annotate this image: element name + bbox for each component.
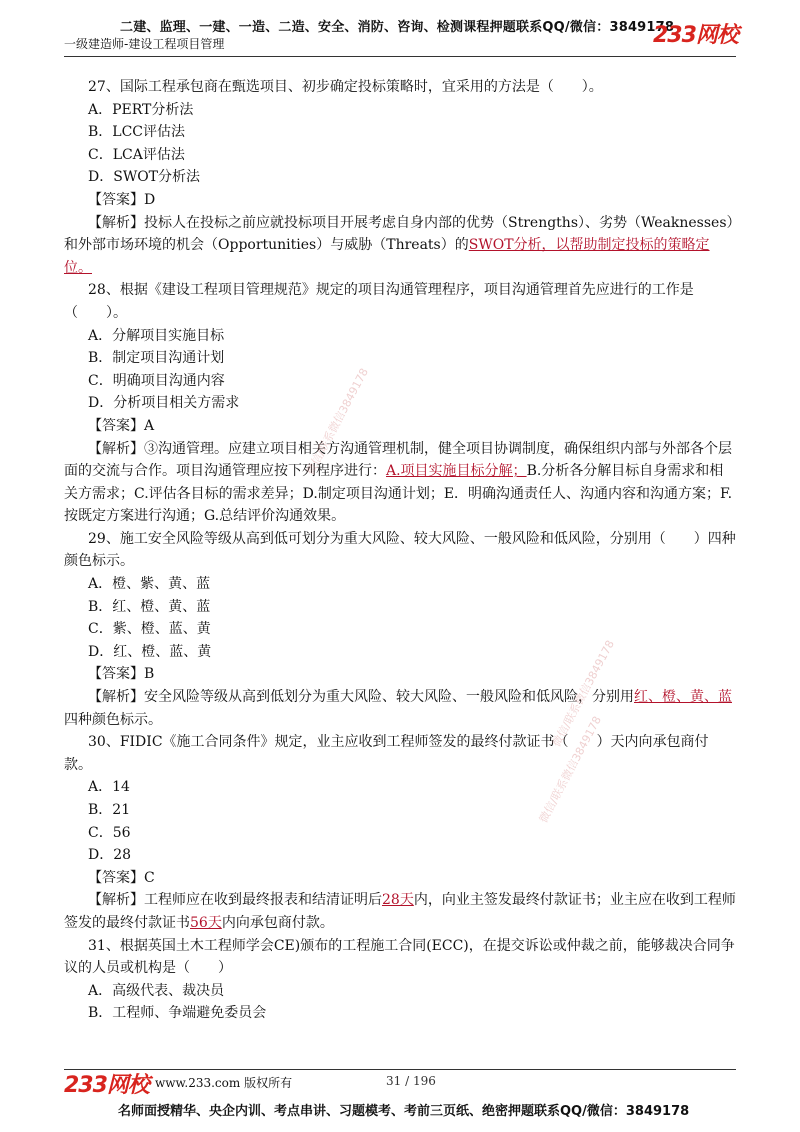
footer-logo-text: 233网校 xyxy=(64,1073,149,1098)
option: B．LCC评估法 xyxy=(88,124,186,141)
analysis-text: B.分析各分解目标自身需求和相关方需求；C.评估各目标的需求差异；D.制定项目沟通计划；E．明确沟通责任人、沟通内容和沟通方案；F.按既定方案进行沟通；G.总结评价沟通效果。 xyxy=(64,463,733,525)
option: B．21 xyxy=(88,802,131,818)
watermark: 微信/联系微信3849178 xyxy=(549,638,617,750)
logo-text: 233网校 xyxy=(653,23,738,48)
analysis xyxy=(64,686,736,731)
logo-233 xyxy=(653,18,738,49)
option: C．56 xyxy=(88,824,131,841)
answer: 【答案】C xyxy=(88,869,155,886)
option: A．高级代表、裁决员 xyxy=(88,982,225,999)
header-subtitle: 一级建造师-建设工程项目管理 xyxy=(64,37,225,51)
footer-promo: 名师面授精华、央企内训、考点串讲、习题模考、考前三页纸、绝密押题联系QQ/微信：3849178 xyxy=(118,1104,690,1119)
option: D．28 xyxy=(88,847,132,864)
option: C．明确项目沟通内容 xyxy=(88,372,225,389)
answer: 【答案】A xyxy=(88,417,155,434)
option: C．LCA评估法 xyxy=(88,146,185,163)
analysis-text: 四种颜色标示。 xyxy=(64,711,162,728)
analysis-highlight: 红、橙、黄、蓝 xyxy=(634,689,732,706)
question-stem: 29、施工安全风险等级从高到低可划分为重大风险、较大风险、一般风险和低风险，分别用（ ）四种颜色标示。 xyxy=(64,530,736,570)
analysis-text: 内，向业主签发最终付款证书；业主应在收到工程师签发的最终付款证书 xyxy=(64,892,736,931)
option: C．紫、橙、蓝、黄 xyxy=(88,621,211,638)
option: A．PERT分析法 xyxy=(88,101,194,118)
watermark: 微信/联系微信3849178 xyxy=(303,366,371,478)
analysis-highlight: A.项目实施目标分解； xyxy=(386,463,527,480)
option: A．橙、紫、黄、蓝 xyxy=(88,576,211,593)
footer-logo-233 xyxy=(64,1068,149,1099)
option: A．分解项目实施目标 xyxy=(88,327,225,344)
question-stem: 28、根据《建设工程项目管理规范》规定的项目沟通管理程序，项目沟通管理首先应进行的工作是（ ）。 xyxy=(64,282,694,321)
header-promo: 二建、监理、一建、一造、二造、安全、消防、咨询、检测课程押题联系QQ/微信：3849178 xyxy=(120,20,675,35)
footer-rule xyxy=(64,1069,736,1070)
option: B．工程师、争端避免委员会 xyxy=(88,1005,267,1022)
watermark: 微信/联系微信3849178 xyxy=(536,714,604,826)
option: D．红、橙、蓝、黄 xyxy=(88,643,212,660)
answer: 【答案】B xyxy=(88,666,155,683)
analysis-text: 【解析】工程师应在收到最终报表和结清证明后 xyxy=(88,892,382,909)
analysis-highlight: SWOT分析，以帮助制定投标的策略定位。 xyxy=(64,237,710,276)
option: B．制定项目沟通计划 xyxy=(88,350,225,367)
analysis-highlight: 28天 xyxy=(382,892,414,909)
analysis-highlight: 56天 xyxy=(190,914,222,931)
analysis xyxy=(64,889,736,934)
answer: 【答案】D xyxy=(88,191,156,208)
header-rule xyxy=(64,56,736,57)
option: A．14 xyxy=(88,779,130,796)
analysis xyxy=(64,212,736,280)
question-stem: 30、FIDIC《施工合同条件》规定，业主应收到工程师签发的最终付款证书（ ）天内向承包商付款。 xyxy=(64,734,709,773)
option: B．红、橙、黄、蓝 xyxy=(88,598,211,615)
analysis-text: 【解析】投标人在投标之前应就投标项目开展考虑自身内部的优势（Strengths）、劣势（Weaknesses）和外部市场环境的机会（Opportunities）与威胁（Threats）的 xyxy=(64,214,734,254)
page-number: 31 / 196 xyxy=(386,1074,436,1088)
page-header xyxy=(0,0,800,60)
question-stem: 31、根据英国土木工程师学会CE)颁布的工程施工合同(ECC)，在提交诉讼或仲裁之前，能够裁决合同争议的人员或机构是（ ） xyxy=(64,937,735,977)
question-list xyxy=(64,76,736,1025)
analysis-text: 内向承包商付款。 xyxy=(221,914,334,931)
option: D．SWOT分析法 xyxy=(88,169,201,186)
footer-copyright: www.233.com 版权所有 xyxy=(155,1076,293,1090)
analysis xyxy=(64,438,736,528)
analysis-text: 【解析】③沟通管理。应建立项目相关方沟通管理机制，健全项目协调制度，确保组织内部与外部各个层面的交流与合作。项目沟通管理应按下列程序进行： xyxy=(64,440,732,480)
option: D．分析项目相关方需求 xyxy=(88,395,240,412)
question-stem: 27、国际工程承包商在甄选项目、初步确定投标策略时，宜采用的方法是（ ）。 xyxy=(88,79,603,95)
analysis-text: 【解析】安全风险等级从高到低划分为重大风险、较大风险、一般风险和低风险，分别用 xyxy=(88,689,634,706)
